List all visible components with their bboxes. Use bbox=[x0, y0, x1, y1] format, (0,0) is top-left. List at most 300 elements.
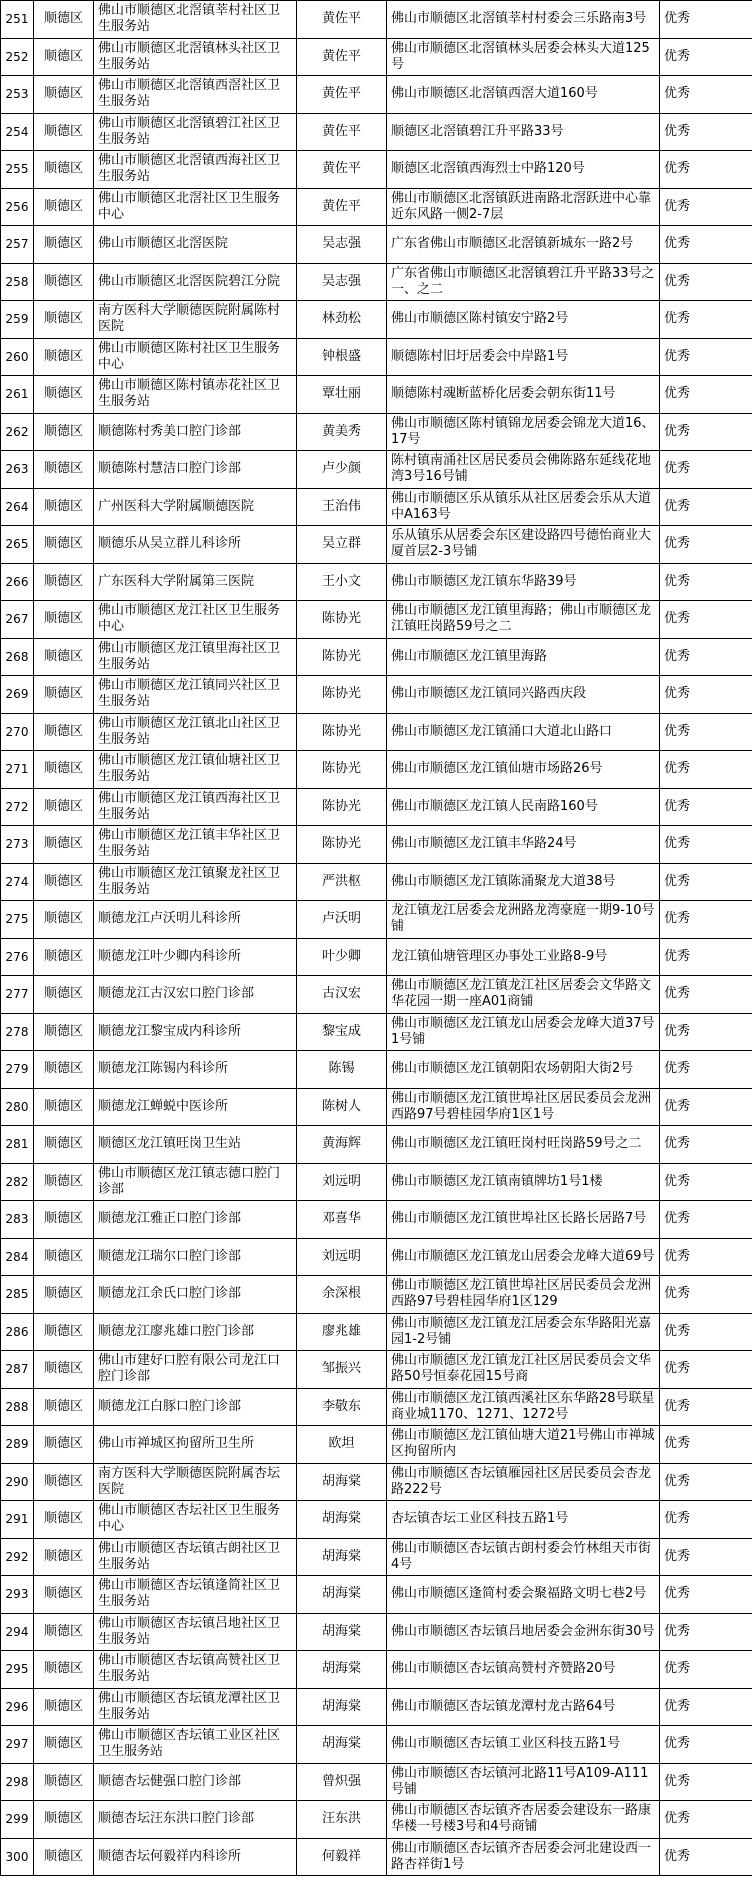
row-number: 288 bbox=[1, 1388, 34, 1426]
grade-cell: 优秀 bbox=[660, 1276, 752, 1314]
district-cell: 顺德区 bbox=[34, 601, 94, 639]
table-row bbox=[1, 301, 752, 339]
institution-name-cell: 佛山市顺德区陈村镇赤花社区卫生服务站 bbox=[94, 376, 297, 414]
grade-cell: 优秀 bbox=[660, 1013, 752, 1051]
table-row bbox=[1, 713, 752, 751]
person-cell: 欧坦 bbox=[297, 1426, 387, 1464]
institution-name-cell: 顺德龙江黎宝成内科诊所 bbox=[94, 1013, 297, 1051]
row-number: 278 bbox=[1, 1013, 34, 1051]
person-cell: 黄佐平 bbox=[297, 113, 387, 151]
district-cell: 顺德区 bbox=[34, 1163, 94, 1201]
table-body bbox=[1, 1, 752, 1876]
district-cell: 顺德区 bbox=[34, 188, 94, 226]
grade-cell: 优秀 bbox=[660, 1688, 752, 1726]
institution-name-cell: 顺德区龙江镇旺岗卫生站 bbox=[94, 1126, 297, 1164]
row-number: 276 bbox=[1, 938, 34, 976]
institution-name-cell: 佛山市顺德区龙江镇仙塘社区卫生服务站 bbox=[94, 751, 297, 789]
district-cell: 顺德区 bbox=[34, 226, 94, 264]
table-row bbox=[1, 1613, 752, 1651]
institution-name-cell: 顺德杏坛汪东洪口腔门诊部 bbox=[94, 1801, 297, 1839]
row-number: 254 bbox=[1, 113, 34, 151]
table-row bbox=[1, 601, 752, 639]
person-cell: 胡海棠 bbox=[297, 1501, 387, 1539]
institution-name-cell: 顺德龙江廖兆雄口腔门诊部 bbox=[94, 1313, 297, 1351]
institution-name-cell: 顺德乐从吴立群儿科诊所 bbox=[94, 526, 297, 564]
district-cell: 顺德区 bbox=[34, 563, 94, 601]
institution-name-cell: 佛山市顺德区杏坛镇高赞社区卫生服务站 bbox=[94, 1651, 297, 1689]
grade-cell: 优秀 bbox=[660, 488, 752, 526]
person-cell: 覃壮丽 bbox=[297, 376, 387, 414]
institution-name-cell: 南方医科大学顺德医院附属杏坛医院 bbox=[94, 1463, 297, 1501]
table-row bbox=[1, 338, 752, 376]
district-cell: 顺德区 bbox=[34, 751, 94, 789]
grade-cell: 优秀 bbox=[660, 338, 752, 376]
grade-cell: 优秀 bbox=[660, 826, 752, 864]
table-row bbox=[1, 1313, 752, 1351]
institution-name-cell: 佛山市顺德区龙江镇北山社区卫生服务站 bbox=[94, 713, 297, 751]
address-cell: 佛山市顺德区龙江镇西溪社区东华路28号联星商业城1170、1271、1272号 bbox=[387, 1388, 660, 1426]
person-cell: 陈协光 bbox=[297, 676, 387, 714]
row-number: 287 bbox=[1, 1351, 34, 1389]
address-cell: 佛山市顺德区逢简村委会聚福路文明七巷2号 bbox=[387, 1576, 660, 1614]
district-cell: 顺德区 bbox=[34, 1613, 94, 1651]
address-cell: 广东省佛山市顺德区北滘镇新城东一路2号 bbox=[387, 226, 660, 264]
row-number: 286 bbox=[1, 1313, 34, 1351]
grade-cell: 优秀 bbox=[660, 976, 752, 1014]
row-number: 272 bbox=[1, 788, 34, 826]
table-row bbox=[1, 751, 752, 789]
person-cell: 邓喜华 bbox=[297, 1201, 387, 1239]
grade-cell: 优秀 bbox=[660, 1351, 752, 1389]
table-row bbox=[1, 413, 752, 451]
grade-cell: 优秀 bbox=[660, 1538, 752, 1576]
institution-name-cell: 佛山市顺德区龙江镇里海社区卫生服务站 bbox=[94, 638, 297, 676]
grade-cell: 优秀 bbox=[660, 376, 752, 414]
institution-name-cell: 顺德龙江陈锡内科诊所 bbox=[94, 1051, 297, 1089]
institution-name-cell: 佛山市顺德区龙江镇西海社区卫生服务站 bbox=[94, 788, 297, 826]
row-number: 290 bbox=[1, 1463, 34, 1501]
district-cell: 顺德区 bbox=[34, 1576, 94, 1614]
institution-name-cell: 广州医科大学附属顺德医院 bbox=[94, 488, 297, 526]
row-number: 255 bbox=[1, 151, 34, 189]
address-cell: 佛山市顺德区龙江镇丰华路24号 bbox=[387, 826, 660, 864]
address-cell: 顺德陈村旧圩居委会中岸路1号 bbox=[387, 338, 660, 376]
institution-name-cell: 佛山市顺德区杏坛社区卫生服务中心 bbox=[94, 1501, 297, 1539]
address-cell: 佛山市顺德区龙江镇同兴路西庆段 bbox=[387, 676, 660, 714]
address-cell: 佛山市顺德区龙江镇龙山居委会龙峰大道37号1号铺 bbox=[387, 1013, 660, 1051]
table-row bbox=[1, 1838, 752, 1876]
table-row bbox=[1, 826, 752, 864]
table-row bbox=[1, 526, 752, 564]
person-cell: 叶少卿 bbox=[297, 938, 387, 976]
person-cell: 黄海辉 bbox=[297, 1126, 387, 1164]
institution-name-cell: 佛山市顺德区北滘镇碧江社区卫生服务站 bbox=[94, 113, 297, 151]
institution-name-cell: 佛山市顺德区北滘镇林头社区卫生服务站 bbox=[94, 38, 297, 76]
address-cell: 佛山市顺德区北滘镇莘村村委会三乐路南3号 bbox=[387, 1, 660, 39]
institution-name-cell: 顺德陈村慧洁口腔门诊部 bbox=[94, 451, 297, 489]
institution-name-cell: 佛山市顺德区杏坛镇古朗社区卫生服务站 bbox=[94, 1538, 297, 1576]
row-number: 252 bbox=[1, 38, 34, 76]
address-cell: 佛山市顺德区龙江镇里海路 bbox=[387, 638, 660, 676]
row-number: 291 bbox=[1, 1501, 34, 1539]
person-cell: 陈锡 bbox=[297, 1051, 387, 1089]
person-cell: 胡海棠 bbox=[297, 1688, 387, 1726]
person-cell: 黄佐平 bbox=[297, 151, 387, 189]
address-cell: 顺德区北滘镇碧江升平路33号 bbox=[387, 113, 660, 151]
district-cell: 顺德区 bbox=[34, 1013, 94, 1051]
row-number: 266 bbox=[1, 563, 34, 601]
institution-name-cell: 佛山市顺德区杏坛镇龙潭社区卫生服务站 bbox=[94, 1688, 297, 1726]
table-row bbox=[1, 676, 752, 714]
table-row bbox=[1, 1238, 752, 1276]
district-cell: 顺德区 bbox=[34, 713, 94, 751]
district-cell: 顺德区 bbox=[34, 1801, 94, 1839]
address-cell: 佛山市顺德区北滘镇西滘大道160号 bbox=[387, 76, 660, 114]
address-cell: 佛山市顺德区杏坛镇河北路11号A109-A111号铺 bbox=[387, 1763, 660, 1801]
grade-cell: 优秀 bbox=[660, 226, 752, 264]
person-cell: 黄佐平 bbox=[297, 188, 387, 226]
row-number: 277 bbox=[1, 976, 34, 1014]
row-number: 265 bbox=[1, 526, 34, 564]
row-number: 289 bbox=[1, 1426, 34, 1464]
grade-cell: 优秀 bbox=[660, 901, 752, 939]
table-row bbox=[1, 1726, 752, 1764]
person-cell: 陈树人 bbox=[297, 1088, 387, 1126]
row-number: 268 bbox=[1, 638, 34, 676]
institution-name-cell: 顺德龙江白豚口腔门诊部 bbox=[94, 1388, 297, 1426]
institution-name-cell: 顺德杏坛何毅祥内科诊所 bbox=[94, 1838, 297, 1876]
address-cell: 顺德区北滘镇西海烈士中路120号 bbox=[387, 151, 660, 189]
district-cell: 顺德区 bbox=[34, 1501, 94, 1539]
grade-cell: 优秀 bbox=[660, 1613, 752, 1651]
address-cell: 佛山市顺德区龙江镇仙塘大道21号佛山市禅城区拘留所内 bbox=[387, 1426, 660, 1464]
address-cell: 佛山市顺德区龙江镇南镇牌坊1号1楼 bbox=[387, 1163, 660, 1201]
row-number: 263 bbox=[1, 451, 34, 489]
row-number: 253 bbox=[1, 76, 34, 114]
row-number: 259 bbox=[1, 301, 34, 339]
row-number: 275 bbox=[1, 901, 34, 939]
address-cell: 佛山市顺德区龙江镇陈涌聚龙大道38号 bbox=[387, 863, 660, 901]
institution-name-cell: 顺德龙江卢沃明儿科诊所 bbox=[94, 901, 297, 939]
grade-cell: 优秀 bbox=[660, 188, 752, 226]
institution-name-cell: 顺德龙江余氏口腔门诊部 bbox=[94, 1276, 297, 1314]
institution-name-cell: 顺德龙江古汉宏口腔门诊部 bbox=[94, 976, 297, 1014]
address-cell: 佛山市顺德区龙江镇朝阳农场朝阳大街2号 bbox=[387, 1051, 660, 1089]
person-cell: 胡海棠 bbox=[297, 1726, 387, 1764]
district-cell: 顺德区 bbox=[34, 901, 94, 939]
address-cell: 龙江镇仙塘管理区办事处工业路8-9号 bbox=[387, 938, 660, 976]
institution-name-cell: 佛山市顺德区龙江镇志德口腔门诊部 bbox=[94, 1163, 297, 1201]
district-cell: 顺德区 bbox=[34, 1838, 94, 1876]
person-cell: 汪东洪 bbox=[297, 1801, 387, 1839]
table-row bbox=[1, 863, 752, 901]
person-cell: 胡海棠 bbox=[297, 1613, 387, 1651]
table-row bbox=[1, 451, 752, 489]
row-number: 296 bbox=[1, 1688, 34, 1726]
row-number: 280 bbox=[1, 1088, 34, 1126]
district-cell: 顺德区 bbox=[34, 676, 94, 714]
person-cell: 胡海棠 bbox=[297, 1538, 387, 1576]
institution-name-cell: 顺德杏坛健强口腔门诊部 bbox=[94, 1763, 297, 1801]
person-cell: 陈协光 bbox=[297, 638, 387, 676]
institution-name-cell: 佛山市顺德区北滘镇西滘社区卫生服务站 bbox=[94, 76, 297, 114]
institution-name-cell: 佛山市顺德区陈村社区卫生服务中心 bbox=[94, 338, 297, 376]
address-cell: 佛山市顺德区杏坛镇齐杏居委会建设东一路康华楼一号楼3号和4号商铺 bbox=[387, 1801, 660, 1839]
institution-name-cell: 佛山市顺德区北滘镇西海社区卫生服务站 bbox=[94, 151, 297, 189]
person-cell: 余深根 bbox=[297, 1276, 387, 1314]
row-number: 300 bbox=[1, 1838, 34, 1876]
address-cell: 乐从镇乐从居委会东区建设路四号德怡商业大厦首层2-3号铺 bbox=[387, 526, 660, 564]
table-row bbox=[1, 938, 752, 976]
person-cell: 王治伟 bbox=[297, 488, 387, 526]
table-row bbox=[1, 1276, 752, 1314]
address-cell: 佛山市顺德区龙江镇龙山居委会龙峰大道69号 bbox=[387, 1238, 660, 1276]
grade-cell: 优秀 bbox=[660, 526, 752, 564]
table-row bbox=[1, 113, 752, 151]
district-cell: 顺德区 bbox=[34, 826, 94, 864]
row-number: 285 bbox=[1, 1276, 34, 1314]
grade-cell: 优秀 bbox=[660, 1763, 752, 1801]
table-row bbox=[1, 1763, 752, 1801]
address-cell: 佛山市顺德区乐从镇乐从社区居委会乐从大道中A163号 bbox=[387, 488, 660, 526]
grade-cell: 优秀 bbox=[660, 1463, 752, 1501]
table-row bbox=[1, 151, 752, 189]
address-cell: 佛山市顺德区杏坛镇龙潭村龙古路64号 bbox=[387, 1688, 660, 1726]
person-cell: 陈协光 bbox=[297, 751, 387, 789]
address-cell: 陈村镇南涌社区居民委员会佛陈路东延线花地湾3号16号铺 bbox=[387, 451, 660, 489]
table-row bbox=[1, 38, 752, 76]
address-cell: 佛山市顺德区龙江镇世埠社区居民委员会龙洲西路97号碧桂园华府1区129 bbox=[387, 1276, 660, 1314]
institution-name-cell: 佛山市顺德区龙江镇同兴社区卫生服务站 bbox=[94, 676, 297, 714]
table-row bbox=[1, 1463, 752, 1501]
row-number: 274 bbox=[1, 863, 34, 901]
district-cell: 顺德区 bbox=[34, 451, 94, 489]
person-cell: 陈协光 bbox=[297, 601, 387, 639]
grade-cell: 优秀 bbox=[660, 1651, 752, 1689]
grade-cell: 优秀 bbox=[660, 1313, 752, 1351]
grade-cell: 优秀 bbox=[660, 638, 752, 676]
district-cell: 顺德区 bbox=[34, 376, 94, 414]
institution-name-cell: 广东医科大学附属第三医院 bbox=[94, 563, 297, 601]
grade-cell: 优秀 bbox=[660, 601, 752, 639]
address-cell: 佛山市顺德区龙江镇仙塘市场路26号 bbox=[387, 751, 660, 789]
row-number: 292 bbox=[1, 1538, 34, 1576]
table-row bbox=[1, 1426, 752, 1464]
address-cell: 佛山市顺德区北滘镇林头居委会林头大道125号 bbox=[387, 38, 660, 76]
grade-cell: 优秀 bbox=[660, 863, 752, 901]
address-cell: 佛山市顺德区龙江镇龙江社区居民委员会文华路50号恒泰花园15号商 bbox=[387, 1351, 660, 1389]
row-number: 271 bbox=[1, 751, 34, 789]
district-cell: 顺德区 bbox=[34, 938, 94, 976]
district-cell: 顺德区 bbox=[34, 1051, 94, 1089]
institution-name-cell: 佛山市禅城区拘留所卫生所 bbox=[94, 1426, 297, 1464]
address-cell: 佛山市顺德区杏坛镇雁园社区居民委员会杏龙路222号 bbox=[387, 1463, 660, 1501]
institution-name-cell: 佛山市顺德区北滘医院 bbox=[94, 226, 297, 264]
grade-cell: 优秀 bbox=[660, 151, 752, 189]
grade-cell: 优秀 bbox=[660, 76, 752, 114]
person-cell: 吴立群 bbox=[297, 526, 387, 564]
address-cell: 佛山市顺德区龙江镇旺岗村旺岗路59号之二 bbox=[387, 1126, 660, 1164]
district-cell: 顺德区 bbox=[34, 113, 94, 151]
address-cell: 佛山市顺德区北滘镇跃进南路北滘跃进中心靠近东风路一侧2-7层 bbox=[387, 188, 660, 226]
address-cell: 佛山市顺德区龙江镇人民南路160号 bbox=[387, 788, 660, 826]
grade-cell: 优秀 bbox=[660, 1201, 752, 1239]
address-cell: 广东省佛山市顺德区北滘镇碧江升平路33号之一、之二 bbox=[387, 263, 660, 301]
institution-name-cell: 佛山市顺德区龙江镇聚龙社区卫生服务站 bbox=[94, 863, 297, 901]
grade-cell: 优秀 bbox=[660, 1501, 752, 1539]
grade-cell: 优秀 bbox=[660, 1838, 752, 1876]
district-cell: 顺德区 bbox=[34, 1276, 94, 1314]
address-cell: 佛山市顺德区龙江镇龙江社区居委会文华路文华花园一期一座A01商铺 bbox=[387, 976, 660, 1014]
address-cell: 佛山市顺德区龙江镇涌口大道北山路口 bbox=[387, 713, 660, 751]
district-cell: 顺德区 bbox=[34, 1651, 94, 1689]
table-row bbox=[1, 1088, 752, 1126]
person-cell: 陈协光 bbox=[297, 826, 387, 864]
row-number: 283 bbox=[1, 1201, 34, 1239]
table-row bbox=[1, 226, 752, 264]
institution-name-cell: 顺德龙江瑞尔口腔门诊部 bbox=[94, 1238, 297, 1276]
institution-name-cell: 佛山市建好口腔有限公司龙江口腔门诊部 bbox=[94, 1351, 297, 1389]
person-cell: 钟根盛 bbox=[297, 338, 387, 376]
address-cell: 佛山市顺德区陈村镇锦龙居委会锦龙大道16、17号 bbox=[387, 413, 660, 451]
district-cell: 顺德区 bbox=[34, 1313, 94, 1351]
institution-name-cell: 佛山市顺德区北滘镇莘村社区卫生服务站 bbox=[94, 1, 297, 39]
person-cell: 吴志强 bbox=[297, 263, 387, 301]
person-cell: 卢少颜 bbox=[297, 451, 387, 489]
district-cell: 顺德区 bbox=[34, 526, 94, 564]
address-cell: 佛山市顺德区龙江镇东华路39号 bbox=[387, 563, 660, 601]
district-cell: 顺德区 bbox=[34, 338, 94, 376]
table-row bbox=[1, 1651, 752, 1689]
district-cell: 顺德区 bbox=[34, 151, 94, 189]
person-cell: 胡海棠 bbox=[297, 1651, 387, 1689]
row-number: 256 bbox=[1, 188, 34, 226]
row-number: 294 bbox=[1, 1613, 34, 1651]
table-row bbox=[1, 188, 752, 226]
row-number: 261 bbox=[1, 376, 34, 414]
table-row bbox=[1, 1126, 752, 1164]
institution-name-cell: 佛山市顺德区杏坛镇吕地社区卫生服务站 bbox=[94, 1613, 297, 1651]
row-number: 298 bbox=[1, 1763, 34, 1801]
district-cell: 顺德区 bbox=[34, 1, 94, 39]
table-row bbox=[1, 488, 752, 526]
row-number: 284 bbox=[1, 1238, 34, 1276]
grade-cell: 优秀 bbox=[660, 38, 752, 76]
district-cell: 顺德区 bbox=[34, 1538, 94, 1576]
address-cell: 龙江镇龙江居委会龙洲路龙湾豪庭一期9-10号铺 bbox=[387, 901, 660, 939]
table-row bbox=[1, 1801, 752, 1839]
person-cell: 胡海棠 bbox=[297, 1576, 387, 1614]
address-cell: 佛山市顺德区杏坛镇古朗村委会竹林组天市街4号 bbox=[387, 1538, 660, 1576]
address-cell: 佛山市顺德区龙江镇世埠社区长路长居路7号 bbox=[387, 1201, 660, 1239]
row-number: 299 bbox=[1, 1801, 34, 1839]
person-cell: 林劲松 bbox=[297, 301, 387, 339]
table-row bbox=[1, 1, 752, 39]
person-cell: 黎宝成 bbox=[297, 1013, 387, 1051]
district-cell: 顺德区 bbox=[34, 263, 94, 301]
grade-cell: 优秀 bbox=[660, 788, 752, 826]
address-cell: 佛山市顺德区陈村镇安宁路2号 bbox=[387, 301, 660, 339]
district-cell: 顺德区 bbox=[34, 976, 94, 1014]
person-cell: 曾炽强 bbox=[297, 1763, 387, 1801]
grade-cell: 优秀 bbox=[660, 938, 752, 976]
address-cell: 佛山市顺德区杏坛镇高赞村齐赞路20号 bbox=[387, 1651, 660, 1689]
grade-cell: 优秀 bbox=[660, 1576, 752, 1614]
person-cell: 刘远明 bbox=[297, 1238, 387, 1276]
row-number: 262 bbox=[1, 413, 34, 451]
row-number: 257 bbox=[1, 226, 34, 264]
table-row bbox=[1, 1538, 752, 1576]
institution-name-cell: 佛山市顺德区龙江社区卫生服务中心 bbox=[94, 601, 297, 639]
row-number: 282 bbox=[1, 1163, 34, 1201]
table-row bbox=[1, 563, 752, 601]
person-cell: 黄美秀 bbox=[297, 413, 387, 451]
table-row bbox=[1, 976, 752, 1014]
grade-cell: 优秀 bbox=[660, 713, 752, 751]
address-cell: 杏坛镇杏坛工业区科技五路1号 bbox=[387, 1501, 660, 1539]
person-cell: 廖兆雄 bbox=[297, 1313, 387, 1351]
row-number: 267 bbox=[1, 601, 34, 639]
institution-name-cell: 佛山市顺德区北滘社区卫生服务中心 bbox=[94, 188, 297, 226]
grade-cell: 优秀 bbox=[660, 1801, 752, 1839]
address-cell: 佛山市顺德区杏坛镇吕地居委会金洲东街30号 bbox=[387, 1613, 660, 1651]
person-cell: 胡海棠 bbox=[297, 1463, 387, 1501]
district-cell: 顺德区 bbox=[34, 413, 94, 451]
district-cell: 顺德区 bbox=[34, 488, 94, 526]
district-cell: 顺德区 bbox=[34, 1201, 94, 1239]
grade-cell: 优秀 bbox=[660, 1, 752, 39]
district-cell: 顺德区 bbox=[34, 1238, 94, 1276]
row-number: 258 bbox=[1, 263, 34, 301]
row-number: 297 bbox=[1, 1726, 34, 1764]
person-cell: 邹振兴 bbox=[297, 1351, 387, 1389]
person-cell: 黄佐平 bbox=[297, 1, 387, 39]
row-number: 295 bbox=[1, 1651, 34, 1689]
row-number: 251 bbox=[1, 1, 34, 39]
person-cell: 李敬东 bbox=[297, 1388, 387, 1426]
institution-name-cell: 佛山市顺德区杏坛镇逢简社区卫生服务站 bbox=[94, 1576, 297, 1614]
person-cell: 王小文 bbox=[297, 563, 387, 601]
table-row bbox=[1, 638, 752, 676]
grade-cell: 优秀 bbox=[660, 1163, 752, 1201]
district-cell: 顺德区 bbox=[34, 1688, 94, 1726]
grade-cell: 优秀 bbox=[660, 1726, 752, 1764]
grade-cell: 优秀 bbox=[660, 413, 752, 451]
grade-cell: 优秀 bbox=[660, 263, 752, 301]
row-number: 270 bbox=[1, 713, 34, 751]
table-row bbox=[1, 1163, 752, 1201]
district-cell: 顺德区 bbox=[34, 76, 94, 114]
person-cell: 何毅祥 bbox=[297, 1838, 387, 1876]
district-cell: 顺德区 bbox=[34, 301, 94, 339]
row-number: 281 bbox=[1, 1126, 34, 1164]
person-cell: 刘远明 bbox=[297, 1163, 387, 1201]
district-cell: 顺德区 bbox=[34, 1388, 94, 1426]
district-cell: 顺德区 bbox=[34, 38, 94, 76]
table-row bbox=[1, 788, 752, 826]
grade-cell: 优秀 bbox=[660, 301, 752, 339]
person-cell: 黄佐平 bbox=[297, 38, 387, 76]
address-cell: 佛山市顺德区龙江镇世埠社区居民委员会龙洲西路97号碧桂园华府1区1号 bbox=[387, 1088, 660, 1126]
person-cell: 古汉宏 bbox=[297, 976, 387, 1014]
row-number: 264 bbox=[1, 488, 34, 526]
person-cell: 黄佐平 bbox=[297, 76, 387, 114]
table-row bbox=[1, 1688, 752, 1726]
grade-cell: 优秀 bbox=[660, 451, 752, 489]
grade-cell: 优秀 bbox=[660, 751, 752, 789]
institution-name-cell: 佛山市顺德区北滘医院碧江分院 bbox=[94, 263, 297, 301]
row-number: 279 bbox=[1, 1051, 34, 1089]
